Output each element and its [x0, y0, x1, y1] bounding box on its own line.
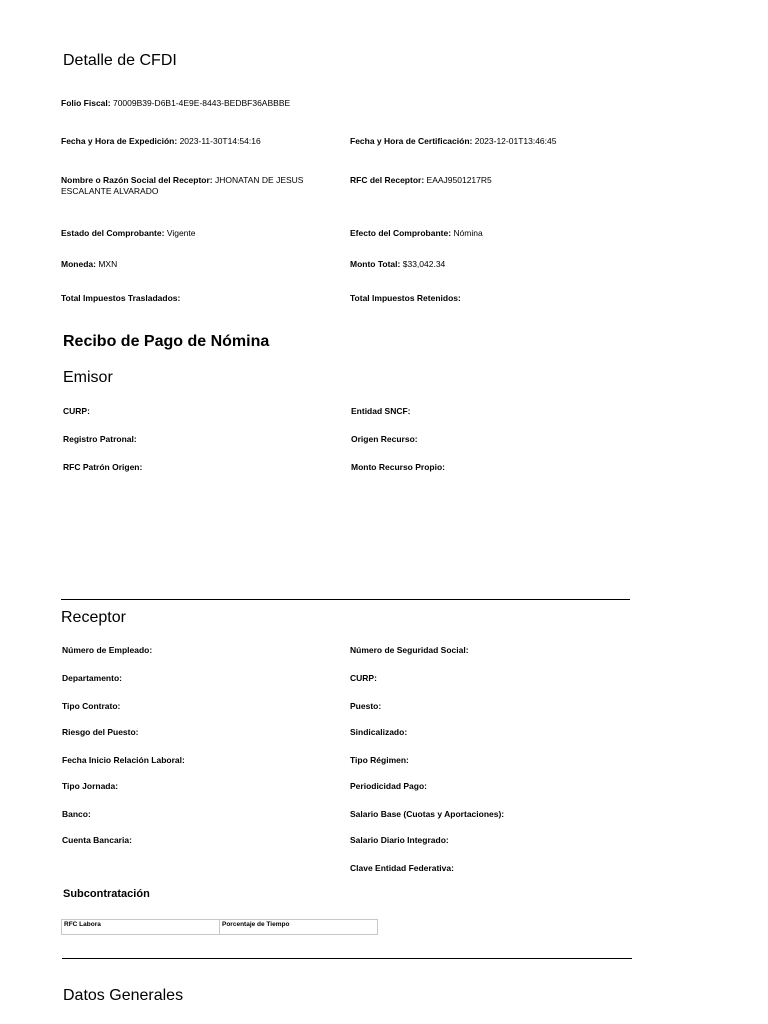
emisor-curp-label: CURP: [63, 406, 90, 416]
receptor-riesgo-puesto-field [62, 727, 139, 738]
receptor-nss-field [350, 645, 469, 656]
emisor-entidad-sncf-label: Entidad SNCF: [351, 406, 411, 416]
efecto-comprobante-value: Nómina [453, 228, 483, 238]
receptor-departamento-label: Departamento: [62, 673, 122, 683]
receptor-tipo-contrato-label: Tipo Contrato: [62, 701, 121, 711]
moneda-label: Moneda: [61, 259, 96, 269]
receptor-tipo-jornada-field [62, 781, 118, 792]
fecha-certificacion-label: Fecha y Hora de Certificación: [350, 136, 473, 146]
rfc-receptor-field [350, 175, 492, 186]
impuestos-trasladados-field [61, 293, 180, 304]
impuestos-retenidos-field [350, 293, 461, 304]
receptor-sindicalizado-field [350, 727, 407, 738]
emisor-registro-patronal-label: Registro Patronal: [63, 434, 137, 444]
receptor-salario-base-field [350, 809, 504, 820]
fecha-expedicion-value: 2023-11-30T14:54:16 [179, 136, 261, 146]
receptor-banco-field [62, 809, 91, 820]
receptor-salario-base-label: Salario Base (Cuotas y Aportaciones): [350, 809, 505, 819]
receptor-nombre-label: Nombre o Razón Social del Receptor: [61, 175, 213, 185]
moneda-field [61, 259, 117, 270]
estado-comprobante-label: Estado del Comprobante: [61, 228, 165, 238]
folio-fiscal-label: Folio Fiscal: [61, 98, 111, 108]
rfc-receptor-value: EAAJ9501217R5 [426, 175, 492, 185]
receptor-curp-field [350, 673, 377, 684]
emisor-entidad-sncf-field [351, 406, 411, 417]
emisor-monto-recurso-propio-label: Monto Recurso Propio: [351, 462, 445, 472]
datos-generales-divider [62, 958, 632, 959]
datos-generales-title: Datos Generales [63, 987, 184, 1004]
fecha-certificacion-field [350, 136, 556, 147]
receptor-periodicidad-pago-label: Periodicidad Pago: [350, 781, 427, 791]
receptor-departamento-field [62, 673, 122, 684]
receptor-numero-empleado-label: Número de Empleado: [62, 645, 153, 655]
emisor-rfc-patron-origen-label: RFC Patrón Origen: [63, 462, 143, 472]
estado-comprobante-field [61, 228, 196, 239]
receptor-fecha-inicio-field [62, 755, 185, 766]
receptor-divider [61, 599, 630, 600]
receptor-nombre-field [61, 175, 303, 197]
folio-fiscal-field [61, 98, 290, 109]
emisor-rfc-patron-origen-field [63, 462, 142, 473]
receptor-tipo-jornada-label: Tipo Jornada: [62, 781, 119, 791]
subcontratacion-table [61, 919, 378, 935]
emisor-registro-patronal-field [63, 434, 137, 445]
receptor-title: Receptor [61, 609, 126, 626]
rfc-receptor-label: RFC del Receptor: [350, 175, 425, 185]
monto-total-label: Monto Total: [350, 259, 401, 269]
impuestos-retenidos-label: Total Impuestos Retenidos: [350, 293, 461, 303]
cfdi-title: Detalle de CFDI [63, 52, 177, 69]
rfc-labora-header: RFC Labora [62, 920, 220, 934]
estado-comprobante-value: Vigente [166, 228, 196, 238]
receptor-tipo-contrato-field [62, 701, 120, 712]
receptor-numero-empleado-field [62, 645, 152, 656]
receptor-tipo-regimen-field [350, 755, 409, 766]
fecha-expedicion-field [61, 136, 261, 147]
emisor-curp-field [63, 406, 90, 417]
porcentaje-tiempo-header: Porcentaje de Tiempo [222, 921, 290, 928]
efecto-comprobante-label: Efecto del Comprobante: [350, 228, 452, 238]
fecha-certificacion-value: 2023-12-01T13:46:45 [474, 136, 557, 146]
receptor-clave-entidad-label: Clave Entidad Federativa: [350, 863, 454, 873]
receptor-nombre-value-line2: ESCALANTE ALVARADO [61, 186, 159, 196]
efecto-comprobante-field [350, 228, 483, 239]
nomina-title: Recibo de Pago de Nómina [63, 333, 270, 350]
subcontratacion-title: Subcontratación [63, 888, 150, 900]
receptor-curp-label: CURP: [350, 673, 377, 683]
receptor-nombre-value-line1: JHONATAN DE JESUS [215, 175, 304, 185]
receptor-cuenta-bancaria-label: Cuenta Bancaria: [62, 835, 132, 845]
receptor-cuenta-bancaria-field [62, 835, 132, 846]
receptor-banco-label: Banco: [62, 809, 91, 819]
receptor-clave-entidad-field [350, 863, 454, 874]
moneda-value: MXN [98, 259, 118, 269]
impuestos-trasladados-label: Total Impuestos Trasladados: [61, 293, 181, 303]
receptor-salario-diario-label: Salario Diario Integrado: [350, 835, 449, 845]
emisor-origen-recurso-label: Origen Recurso: [351, 434, 418, 444]
receptor-tipo-regimen-label: Tipo Régimen: [350, 755, 409, 765]
monto-total-field [350, 259, 445, 270]
folio-fiscal-value: 70009B39-D6B1-4E9E-8443-BEDBF36ABBBE [112, 98, 291, 108]
receptor-puesto-field [350, 701, 381, 712]
receptor-sindicalizado-label: Sindicalizado: [350, 727, 408, 737]
emisor-monto-recurso-propio-field [351, 462, 445, 473]
receptor-fecha-inicio-label: Fecha Inicio Relación Laboral: [62, 755, 185, 765]
receptor-salario-diario-field [350, 835, 449, 846]
receptor-riesgo-puesto-label: Riesgo del Puesto: [62, 727, 139, 737]
emisor-origen-recurso-field [351, 434, 418, 445]
receptor-puesto-label: Puesto: [350, 701, 382, 711]
emisor-title: Emisor [63, 369, 113, 386]
receptor-periodicidad-pago-field [350, 781, 427, 792]
monto-total-value: $33,042.34 [402, 259, 446, 269]
receptor-nss-label: Número de Seguridad Social: [350, 645, 469, 655]
fecha-expedicion-label: Fecha y Hora de Expedición: [61, 136, 178, 146]
